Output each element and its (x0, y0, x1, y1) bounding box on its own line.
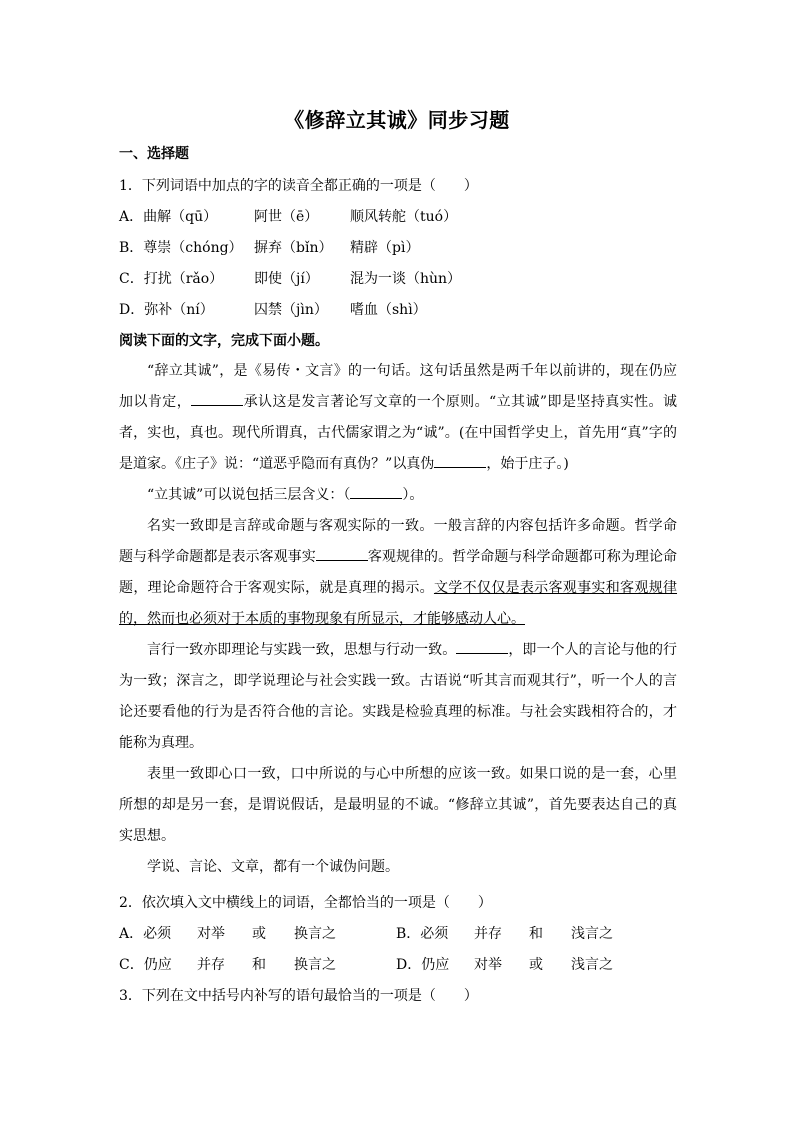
q1-option-a-1: A．曲解（qū） (119, 209, 218, 225)
fill-blank (434, 453, 486, 468)
q1-option-d-1: D．弥补（ní） (119, 302, 214, 318)
fill-blank (316, 546, 368, 561)
passage-text: ）。 (402, 487, 424, 503)
q2-option-d-word-1: D．仍应 (396, 957, 450, 973)
passage-text: 名实一致即是言辞或命题与客观实际的一致。一般言辞的内容包括许多命题。哲学命题与科学命题都是表示客观事实 (119, 518, 677, 565)
reading-instruction: 阅读下面的文字，完成下面小题。 (119, 333, 329, 349)
q2-option-b-word-3: 和 (529, 926, 543, 942)
q2-option-c-word-3: 和 (252, 957, 266, 973)
passage-paragraph-3 (119, 511, 677, 635)
question-1-stem: 1．下列词语中加点的字的读音全都正确的一项是（ ） (119, 178, 478, 194)
q2-option-a-word-1: A．必须 (119, 926, 172, 942)
q2-option-b-word-1: B．必须 (396, 926, 449, 942)
question-3-stem: 3．下列在文中括号内补写的语句最恰当的一项是（ ） (119, 988, 478, 1004)
q2-option-a-word-2: 对举 (197, 926, 225, 942)
q2-option-d-word-4: 浅言之 (571, 957, 613, 973)
passage-text: “立其诚”可以说包括三层含义：（ (147, 487, 351, 503)
q2-option-c-word-4: 换言之 (294, 957, 336, 973)
passage-paragraph-2 (119, 480, 677, 511)
q1-option-c-3: 混为一谈（hùn） (350, 271, 462, 287)
q1-option-d-3: 嗜血（shì） (350, 302, 427, 318)
q2-option-b-word-2: 并存 (474, 926, 502, 942)
passage-paragraph-5: 表里一致即心口一致，口中所说的与心中所想的应该一致。如果口说的是一套，心里所想的却是另一套，是谓说假话，是最明显的不诚。“修辞立其诚”，首先要表达自己的真实思想。 (119, 766, 677, 844)
document-title: 《修辞立其诚》同步习题 (284, 108, 510, 132)
q1-option-a-2: 阿世（ē） (254, 209, 319, 225)
q1-option-b-3: 精辟（pì） (350, 240, 420, 256)
passage-text: ，始于庄子。) (486, 456, 569, 472)
q1-option-b-1: B．尊崇（chóng） (119, 240, 243, 256)
question-2-stem: 2．依次填入文中横线上的词语，全都恰当的一项是（ ） (119, 895, 492, 911)
q1-option-d-2: 囚禁（jìn） (254, 302, 328, 318)
fill-blank (191, 391, 243, 406)
underlined-sentence: 文学不仅仅是表示客观事实和客观规律的，然而也必须对于本质的事物现象有所显示，才能够感动人心。 (119, 580, 678, 627)
passage-text: 客观规律的。哲学命题与科学命题都可称为理论命题，理论命题符合于客观实际，就是真理的揭示。 (119, 549, 678, 596)
passage-paragraph-6: 学说、言论、文章，都有一个诚伪问题。 (147, 859, 399, 875)
passage-text: “辞立其诚”，是《易传・文言》的一句话。这句话虽然是两千年以前讲的，现在仍应加以肯定， (119, 363, 677, 410)
q1-option-a-3: 顺风转舵（tuó） (350, 209, 458, 225)
fill-blank (456, 639, 508, 654)
fill-blank (350, 484, 402, 499)
passage-paragraph-4 (119, 635, 677, 759)
passage-text: ，即一个人的言论与他的行为一致；深言之，即学说理论与社会实践一致。古语说“听其言而观其行”，听一个人的言论还要看他的行为是否符合他的言论。实践是检验真理的标准。与社会实践相符合的，才能称为真理。 (119, 642, 678, 751)
section-heading: 一、选择题 (119, 146, 189, 162)
q1-option-c-1: C．打扰（rǎo） (119, 271, 224, 287)
q2-option-a-word-3: 或 (252, 926, 266, 942)
passage-text: 承认这是发言著论写文章的一个原则。“立其诚”即是坚持真实性。诚者，实也，真也。现代所谓真，古代儒家谓之为“诚”。(在中国哲学史上，首先用“真”字的是道家。《庄子》说：“道恶乎隐而有真伪？”以真伪 (119, 394, 677, 472)
q2-option-a-word-4: 换言之 (294, 926, 336, 942)
q2-option-c-word-2: 并存 (197, 957, 225, 973)
q2-option-b-word-4: 浅言之 (571, 926, 613, 942)
q2-option-d-word-2: 对举 (474, 957, 502, 973)
q1-option-c-2: 即使（jí） (254, 271, 319, 287)
q1-option-b-2: 摒弃（bǐn） (254, 240, 333, 256)
q2-option-d-word-3: 或 (529, 957, 543, 973)
q2-option-c-word-1: C．仍应 (119, 957, 172, 973)
passage-paragraph-1 (119, 356, 677, 480)
passage-text: 言行一致亦即理论与实践一致，思想与行动一致。 (147, 642, 457, 658)
